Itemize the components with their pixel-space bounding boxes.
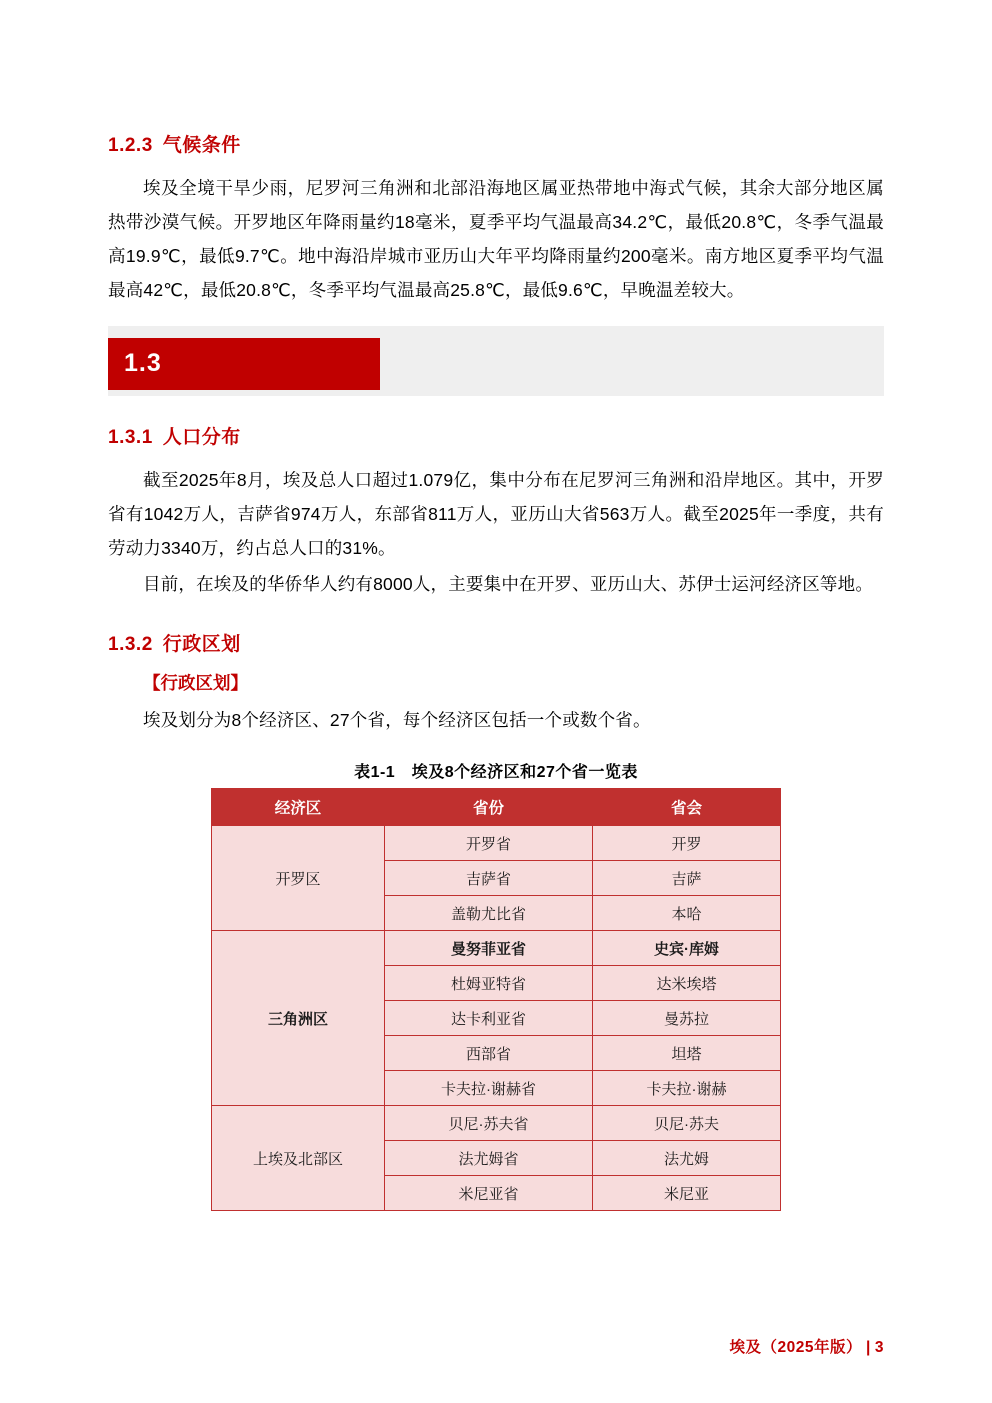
population-paragraph-1: 截至2025年8月，埃及总人口超过1.079亿，集中分布在尼罗河三角洲和沿岸地区。其中，开罗省有1042万人，吉萨省974万人，东部省811万人，亚历山大省563万人。截至2025年一季度，共有劳动力3340万，约占总人口的31%。 <box>108 469 884 558</box>
table-cell-capital: 本哈 <box>593 896 781 931</box>
section-number: 1.3.2 <box>108 634 153 655</box>
population-paragraph-2: 目前，在埃及的华侨华人约有8000人，主要集中在开罗、亚历山大、苏伊士运河经济区等地。 <box>143 573 874 594</box>
page-footer <box>730 1335 884 1357</box>
administrative-bracket-title: 【行政区划】 <box>143 673 248 693</box>
section-heading-climate <box>108 130 884 157</box>
table-cell-province: 盖勒尤比省 <box>385 896 593 931</box>
table-cell-region: 上埃及北部区 <box>212 1106 385 1211</box>
administrative-divisions-table <box>211 788 781 1211</box>
section-heading-administrative <box>108 629 884 656</box>
table-caption: 表1-1 埃及8个经济区和27个省一览表 <box>354 764 638 782</box>
table-cell-capital: 贝尼·苏夫 <box>593 1106 781 1141</box>
table-cell-province: 米尼亚省 <box>385 1176 593 1211</box>
table-row <box>212 931 781 966</box>
table-cell-province: 开罗省 <box>385 826 593 861</box>
administrative-paragraph: 埃及划分为8个经济区、27个省，每个经济区包括一个或数个省。 <box>143 710 651 730</box>
section-number: 1.3.1 <box>108 426 153 448</box>
table-cell-province: 杜姆亚特省 <box>385 966 593 1001</box>
table-header <box>212 789 781 826</box>
footer-separator: | <box>866 1339 871 1356</box>
table-cell-capital: 吉萨 <box>593 861 781 896</box>
table-cell-region: 三角洲区 <box>212 931 385 1106</box>
section-title: 行政区划 <box>162 634 241 655</box>
table-cell-province: 西部省 <box>385 1036 593 1071</box>
table-header-row <box>212 789 781 826</box>
table-cell-capital: 曼苏拉 <box>593 1001 781 1036</box>
climate-paragraph: 埃及全境干旱少雨，尼罗河三角洲和北部沿海地区属亚热带地中海式气候，其余大部分地区属热带沙漠气候。开罗地区年降雨量约18毫米，夏季平均气温最高34.2℃，最低20.8℃，冬季气温最高19.9℃，最低9.7℃。地中海沿岸城市亚历山大年平均降雨量约200毫米。南方地区夏季平均气温最高42℃，最低20.8℃，冬季平均气温最高25.8℃，最低9.6℃，早晚温差较大。 <box>108 178 884 301</box>
table-row <box>212 826 781 861</box>
table-cell-province: 达卡利亚省 <box>385 1001 593 1036</box>
spacer <box>108 603 884 629</box>
section-heading-population <box>108 422 884 449</box>
section-title: 气候条件 <box>162 135 241 156</box>
table-cell-capital: 开罗 <box>593 826 781 861</box>
table-header-region: 经济区 <box>212 789 385 826</box>
table-cell-capital: 坦塔 <box>593 1036 781 1071</box>
section-band <box>108 326 884 396</box>
footer-title: 埃及（2025年版） <box>729 1339 863 1356</box>
section-band-number: 1.3 <box>124 349 162 377</box>
table-cell-capital: 达米埃塔 <box>593 966 781 1001</box>
section-band-label <box>108 338 380 390</box>
table-cell-province: 吉萨省 <box>385 861 593 896</box>
table-cell-province: 卡夫拉·谢赫省 <box>385 1071 593 1106</box>
footer-page-number: 3 <box>874 1339 884 1356</box>
table-body <box>212 826 781 1211</box>
table-header-capital: 省会 <box>593 789 781 826</box>
table-header-province: 省份 <box>385 789 593 826</box>
section-title: 人口分布 <box>162 426 241 448</box>
table-cell-capital: 卡夫拉·谢赫 <box>593 1071 781 1106</box>
table-cell-province: 贝尼·苏夫省 <box>385 1106 593 1141</box>
table-cell-region: 开罗区 <box>212 826 385 931</box>
table-cell-capital: 史宾·库姆 <box>593 931 781 966</box>
table-cell-province: 曼努菲亚省 <box>385 931 593 966</box>
table-cell-capital: 米尼亚 <box>593 1176 781 1211</box>
table-cell-province: 法尤姆省 <box>385 1141 593 1176</box>
table-row <box>212 1106 781 1141</box>
section-number: 1.2.3 <box>108 135 153 156</box>
table-cell-capital: 法尤姆 <box>593 1141 781 1176</box>
